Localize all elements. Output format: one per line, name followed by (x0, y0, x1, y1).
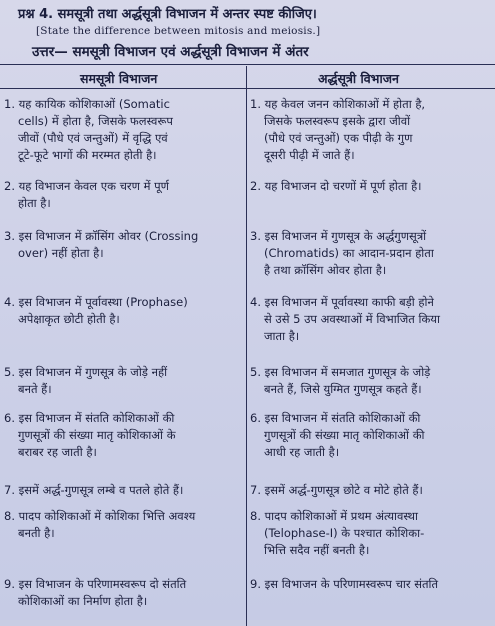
table-cell-line: over) नहीं होता है। (18, 246, 104, 260)
question-heading: प्रश्न 4. समसूत्री तथा अर्द्धसूत्री विभाजन में अन्तर स्पष्ट कीजिए। (18, 7, 317, 22)
table-cell-right (250, 364, 492, 398)
table-cell-left (4, 410, 244, 461)
table-cell-left (4, 96, 244, 164)
table-cell-line: 3. इस विभाजन में गुणसूत्र के अर्द्धगुणसूत्रों (250, 229, 427, 243)
table-cell-line: 8. पादप कोशिकाओं में प्रथम अंत्यावस्था (250, 509, 418, 523)
table-cell-line: बनते हैं, जिसे युग्मित गुणसूत्र कहते हैं। (264, 382, 422, 396)
table-cell-line: अपेक्षाकृत छोटी होती है। (18, 312, 120, 326)
table-cell-line: जिसके फलस्वरूप इसके द्वारा जीवों (264, 114, 411, 128)
table-cell-line: गुणसूत्रों की संख्या मातृ कोशिकाओं की (264, 428, 425, 442)
table-cell-right (250, 96, 492, 164)
answer-heading: उत्तर— समसूत्री विभाजन एवं अर्द्धसूत्री विभाजन में अंतर (32, 44, 309, 60)
table-cell-line: दूसरी पीढ़ी में जाते हैं। (264, 148, 355, 162)
table-cell-line: 3. इस विभाजन में क्रॉसिंग ओवर (Crossing (4, 229, 199, 243)
left-column-title: समसूत्री विभाजन (80, 71, 158, 86)
table-cell-line: 5. इस विभाजन में गुणसूत्र के जोड़े नहीं (4, 365, 168, 379)
table-cell-left (4, 508, 244, 542)
table-cell-left (4, 482, 244, 499)
table-cell-line: 2. यह विभाजन केवल एक चरण में पूर्ण (4, 179, 169, 193)
table-cell-left (4, 576, 244, 610)
table-cell-line: 4. इस विभाजन में पूर्वावस्था काफी बड़ी होने (250, 295, 434, 309)
table-cell-line: 8. पादप कोशिकाओं में कोशिका भित्ति अवश्य (4, 509, 196, 523)
right-column-title: अर्द्धसूत्री विभाजन (318, 71, 399, 86)
table-cell-right (250, 178, 492, 195)
table-cell-line: आधी रह जाती है। (264, 445, 340, 459)
table-cell-line: जीवों (पौधे एवं जन्तुओं) में वृद्धि एवं (18, 131, 168, 145)
table-cell-line: 9. इस विभाजन के परिणामस्वरूप दो संतति (4, 577, 187, 591)
table-cell-line: है तथा क्रॉसिंग ओवर होता है। (264, 263, 387, 277)
table-cell-line: 1. यह केवल जनन कोशिकाओं में होता है, (250, 97, 426, 111)
table-cell-line: बनती है। (18, 526, 55, 540)
table-cell-line: भित्ति सदैव नहीं बनती है। (264, 543, 370, 557)
table-cell-line: 4. इस विभाजन में पूर्वावस्था (Prophase) (4, 295, 188, 309)
table-cell-line: (Chromatids) का आदान-प्रदान होता (264, 246, 434, 260)
table-cell-right (250, 576, 492, 593)
table-cell-right (250, 482, 492, 499)
table-cell-line: 1. यह कायिक कोशिकाओं (Somatic (4, 97, 170, 111)
table-cell-line: 5. इस विभाजन में समजात गुणसूत्र के जोड़े (250, 365, 431, 379)
table-cell-line: होता है। (18, 196, 51, 210)
table-cell-line: गुणसूत्रों की संख्या मातृ कोशिकाओं के (18, 428, 176, 442)
table-cell-line: 2. यह विभाजन दो चरणों में पूर्ण होता है। (250, 179, 422, 193)
table-cell-left (4, 178, 244, 212)
table-cell-right (250, 294, 492, 345)
table-column-divider (246, 66, 247, 626)
table-header-rule (0, 88, 495, 89)
table-cell-line: 7. इसमें अर्द्ध-गुणसूत्र लम्बे व पतले होते हैं। (4, 483, 184, 497)
table-cell-line: 6. इस विभाजन में संतति कोशिकाओं की (250, 411, 421, 425)
table-cell-line: टूटे-फूटे भागों की मरम्मत होती है। (18, 148, 157, 162)
table-cell-line: (पौधे एवं जन्तुओं) एक पीढ़ी के गुण (264, 131, 413, 145)
table-cell-line: 6. इस विभाजन में संतति कोशिकाओं की (4, 411, 175, 425)
table-cell-line: cells) में होता है, जिसके फलस्वरूप (18, 114, 173, 128)
table-cell-line: बनते हैं। (18, 382, 52, 396)
table-cell-right (250, 410, 492, 461)
table-cell-line: कोशिकाओं का निर्माण होता है। (18, 594, 148, 608)
table-cell-left (4, 228, 244, 262)
table-cell-line: 9. इस विभाजन के परिणामस्वरूप चार संतति (250, 577, 439, 591)
table-cell-right (250, 508, 492, 559)
table-cell-line: बराबर रह जाती है। (18, 445, 97, 459)
table-cell-right (250, 228, 492, 279)
table-cell-line: (Telophase-I) के पश्चात कोशिका- (264, 526, 425, 540)
table-cell-line: जाता है। (264, 329, 300, 343)
table-cell-left (4, 364, 244, 398)
table-cell-left (4, 294, 244, 328)
table-top-rule (0, 64, 495, 65)
question-subheading: [State the difference between mitosis and meiosis.] (36, 25, 321, 37)
table-cell-line: 7. इसमें अर्द्ध-गुणसूत्र छोटे व मोटे होते हैं। (250, 483, 423, 497)
table-cell-line: से उसे 5 उप अवस्थाओं में विभाजित किया (264, 312, 440, 326)
